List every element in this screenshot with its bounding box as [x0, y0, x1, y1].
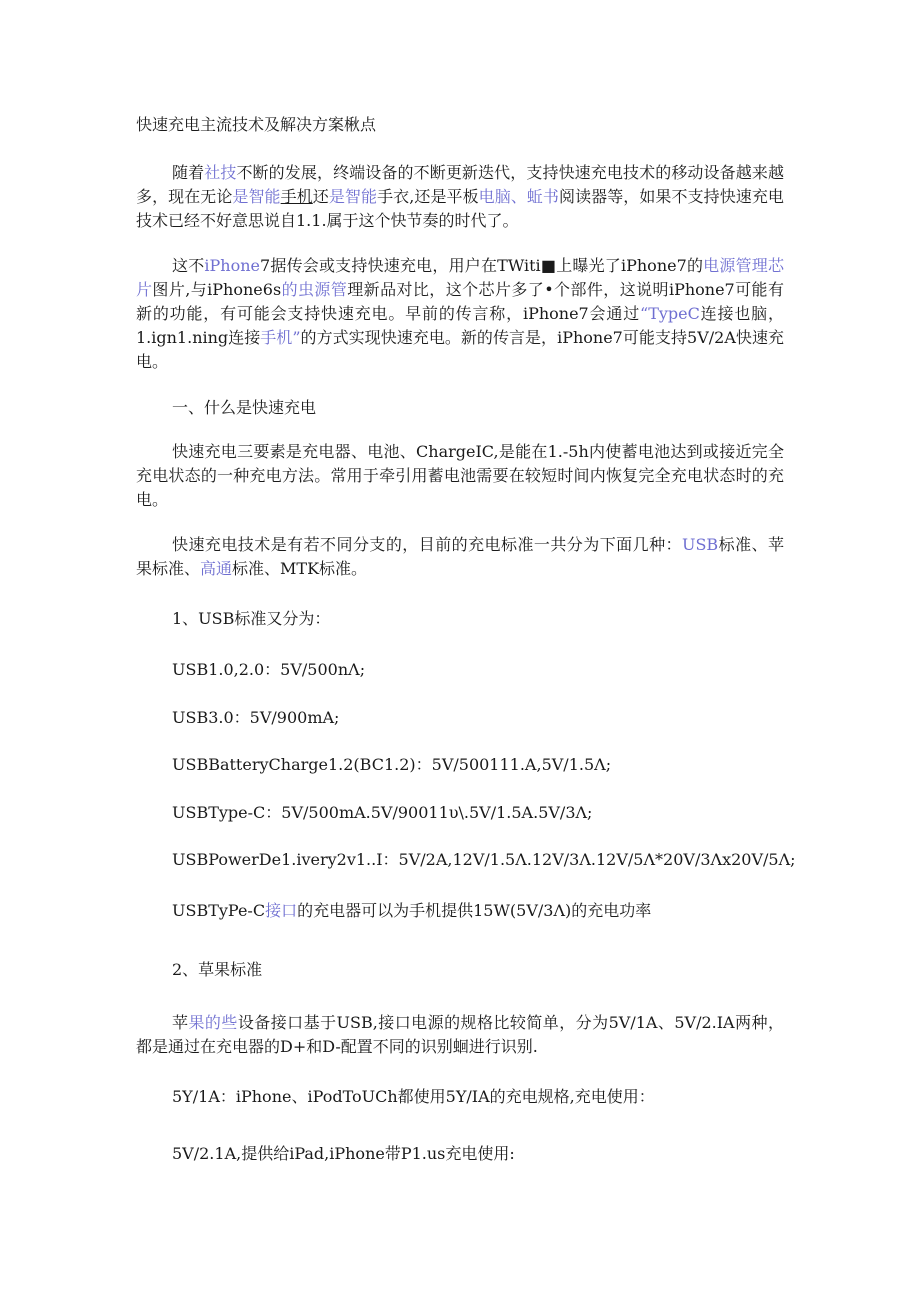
- standards-paragraph: [136, 533, 784, 581]
- text-run: 连接也脑，1.ign1.ning连接: [136, 304, 784, 347]
- text-run: 标准、苹果标准、: [136, 535, 784, 578]
- link-power-chip[interactable]: 电源管理芯片: [136, 256, 784, 299]
- apple-paragraph: [136, 1011, 784, 1059]
- link-port[interactable]: 接口: [265, 901, 298, 920]
- link-phone[interactable]: 手机”: [260, 328, 301, 347]
- text-run: 快速充电技术是有若不同分支的，目前的充电标准一共分为下面几种：: [172, 535, 682, 554]
- usb-item: USB1.0,2.0：5V/500nΛ;: [172, 660, 366, 679]
- link-usb[interactable]: USB: [681, 535, 719, 554]
- document-title: 快速充电主流技术及解决方案楸点: [136, 115, 377, 134]
- link-iphone[interactable]: iPhone: [204, 256, 260, 275]
- link-power-manage[interactable]: 的虫源管: [281, 280, 348, 299]
- usb-item: USBType-C：5V/500mA.5V/90011υ\.5V/1.5A.5V/3Λ;: [172, 803, 593, 822]
- heading-fast-charge: 一、什么是快速充电: [172, 398, 317, 417]
- intro-paragraph: [136, 161, 784, 233]
- apple-item: 5V/2.1A,提供给iPad,iPhone带P1.us充电使用:: [172, 1144, 515, 1163]
- usb-typec-line: [172, 899, 651, 923]
- text-run: 随着: [172, 163, 205, 182]
- text-run: 这不: [172, 256, 205, 275]
- iphone-paragraph: [136, 254, 784, 374]
- link-apple[interactable]: 果的些: [188, 1013, 238, 1032]
- text-run: 不断的发展，终端设备的不断更新迭代，支持快速充电技术的移动设备越来越多，现在无论: [136, 163, 784, 206]
- text-run: 7据传会或支持快速充电，用户在TWiti■上曝光了iPhone7的: [260, 256, 704, 275]
- definition-paragraph: 快速充电三要素是充电器、电池、ChargeIC,是能在1.-5h内使蓄电池达到或接近完全充电状态的一种充电方法。常用于牵引用蓄电池需要在较短时间内恢复完全充电状态时的充电。: [136, 442, 784, 509]
- usb-heading: 1、USB标准又分为：: [172, 609, 331, 628]
- text-run: 阅读器等，如果不支持快速充电技术已经不好意思说自1.1.属于这个快节奏的时代了。: [136, 187, 784, 230]
- text-run: 的方式实现快速充电。新的传言是，iPhone7可能支持5V/2A快速充电。: [136, 328, 784, 371]
- text-run: USBTyPe-C: [172, 901, 266, 920]
- link-zhineng-2[interactable]: 是智能: [328, 187, 378, 206]
- text-run: 图片,与iPhone6s: [152, 280, 282, 299]
- apple-heading: 2、草果标准: [172, 960, 263, 979]
- usb-item: USB3.0：5V/900mA;: [172, 708, 340, 727]
- link-qualcomm[interactable]: 高通: [200, 559, 233, 578]
- text-run: 苹: [172, 1013, 189, 1032]
- text-run: 设备接口基于USB,接口电源的规格比较简单，分为5V/1A、5V/2.IA两种，都是通过在充电器的D+和D-配置不同的识别蛔进行识别.: [136, 1013, 784, 1056]
- link-keji[interactable]: 社技: [204, 163, 237, 182]
- text-run: 还: [312, 187, 329, 206]
- text-run: 手衣,还是平板: [377, 187, 479, 206]
- link-diannao[interactable]: 电脑、蚯书: [478, 187, 560, 206]
- text-run: 理新品对比，这个芯片多了•个部件，这说明iPhone7可能有新的功能，有可能会支持快速充电。早前的传言称，iPhone7会通过: [136, 280, 784, 323]
- link-typec[interactable]: “TypeC: [640, 304, 700, 323]
- text-run: 标准、MTK标准。: [232, 559, 368, 578]
- apple-item: 5Y/1A：iPhone、iPodToUCh都使用5Y/IA的充电规格,充电使用：: [172, 1087, 655, 1106]
- usb-item: USBPowerDe1.ivery2v1..I：5V/2A,12V/1.5Λ.12V/3Λ.12V/5Λ*20V/3Λx20V/5Λ;: [172, 850, 796, 869]
- text-run: 的充电器可以为手机提供15W(5V/3Λ)的充电功率: [297, 901, 652, 920]
- link-zhineng[interactable]: 是智能: [232, 187, 281, 206]
- text-run: 手机: [280, 187, 313, 206]
- usb-item: USBBatteryCharge1.2(BC1.2)：5V/500111.A,5V/1.5Λ;: [172, 755, 612, 774]
